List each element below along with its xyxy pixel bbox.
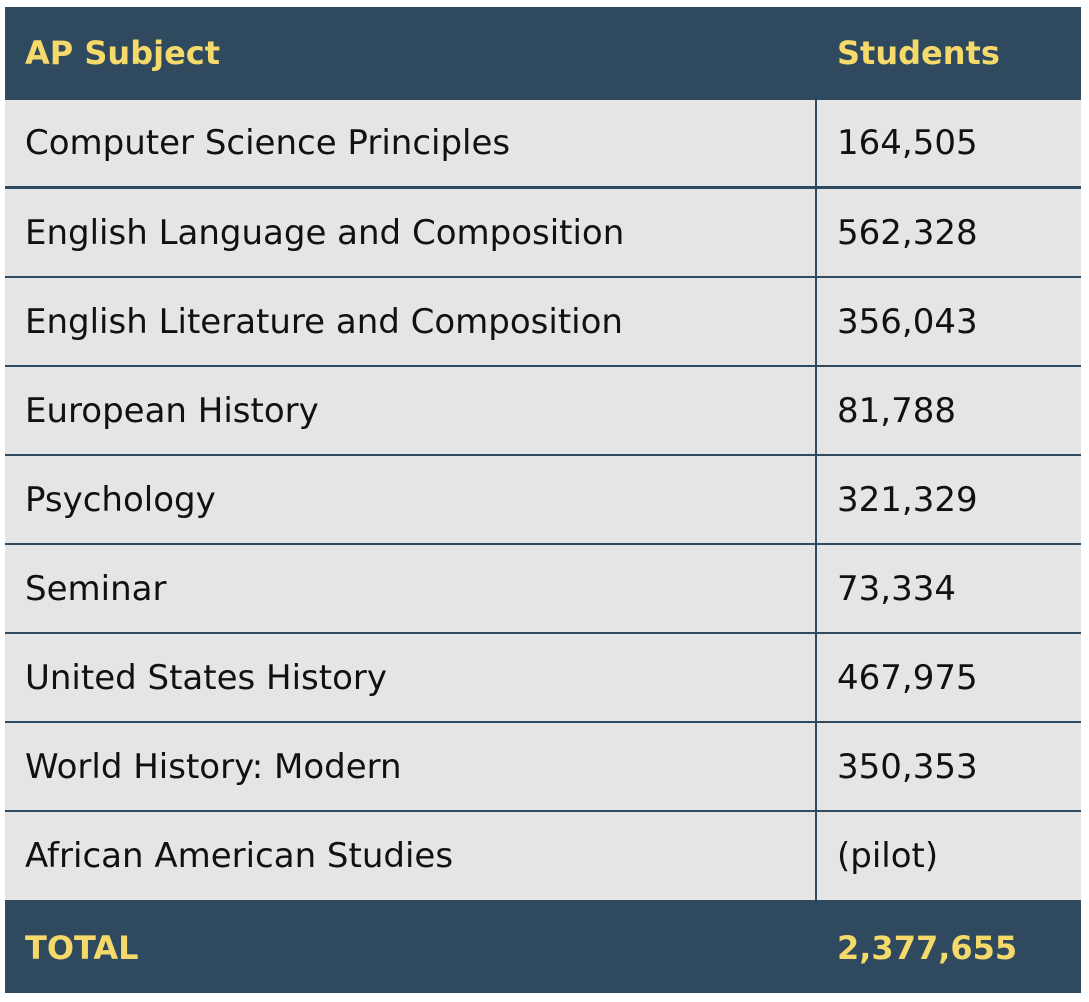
table-row xyxy=(5,545,1081,632)
students-cell: 350,353 xyxy=(817,723,1081,810)
students-cell: 562,328 xyxy=(817,189,1081,276)
subject-cell: English Literature and Composition xyxy=(5,278,817,365)
subject-cell: English Language and Composition xyxy=(5,189,817,276)
total-label: TOTAL xyxy=(25,928,139,967)
subject-cell: Psychology xyxy=(5,456,817,543)
table-row xyxy=(5,723,1081,810)
column-header-subject: AP Subject xyxy=(25,33,221,72)
table-row xyxy=(5,456,1081,543)
table-row xyxy=(5,278,1081,365)
subject-cell: African American Studies xyxy=(5,812,817,900)
students-cell: 356,043 xyxy=(817,278,1081,365)
students-cell: 321,329 xyxy=(817,456,1081,543)
column-header-students: Students xyxy=(837,33,1000,72)
total-value: 2,377,655 xyxy=(837,928,1018,967)
ap-subjects-table xyxy=(5,7,1081,993)
table-row xyxy=(5,812,1081,900)
subject-cell: European History xyxy=(5,367,817,454)
students-cell: 81,788 xyxy=(817,367,1081,454)
table-row xyxy=(5,189,1081,276)
table-row xyxy=(5,634,1081,721)
total-row xyxy=(5,902,1081,993)
table-header-row xyxy=(5,7,1081,98)
subject-cell: Computer Science Principles xyxy=(5,100,817,186)
subject-cell: Seminar xyxy=(5,545,817,632)
subject-cell: United States History xyxy=(5,634,817,721)
table-row xyxy=(5,367,1081,454)
students-cell: 164,505 xyxy=(817,100,1081,186)
students-cell: 467,975 xyxy=(817,634,1081,721)
students-cell: 73,334 xyxy=(817,545,1081,632)
subject-cell: World History: Modern xyxy=(5,723,817,810)
students-cell: (pilot) xyxy=(817,812,1081,900)
table-row xyxy=(5,100,1081,186)
